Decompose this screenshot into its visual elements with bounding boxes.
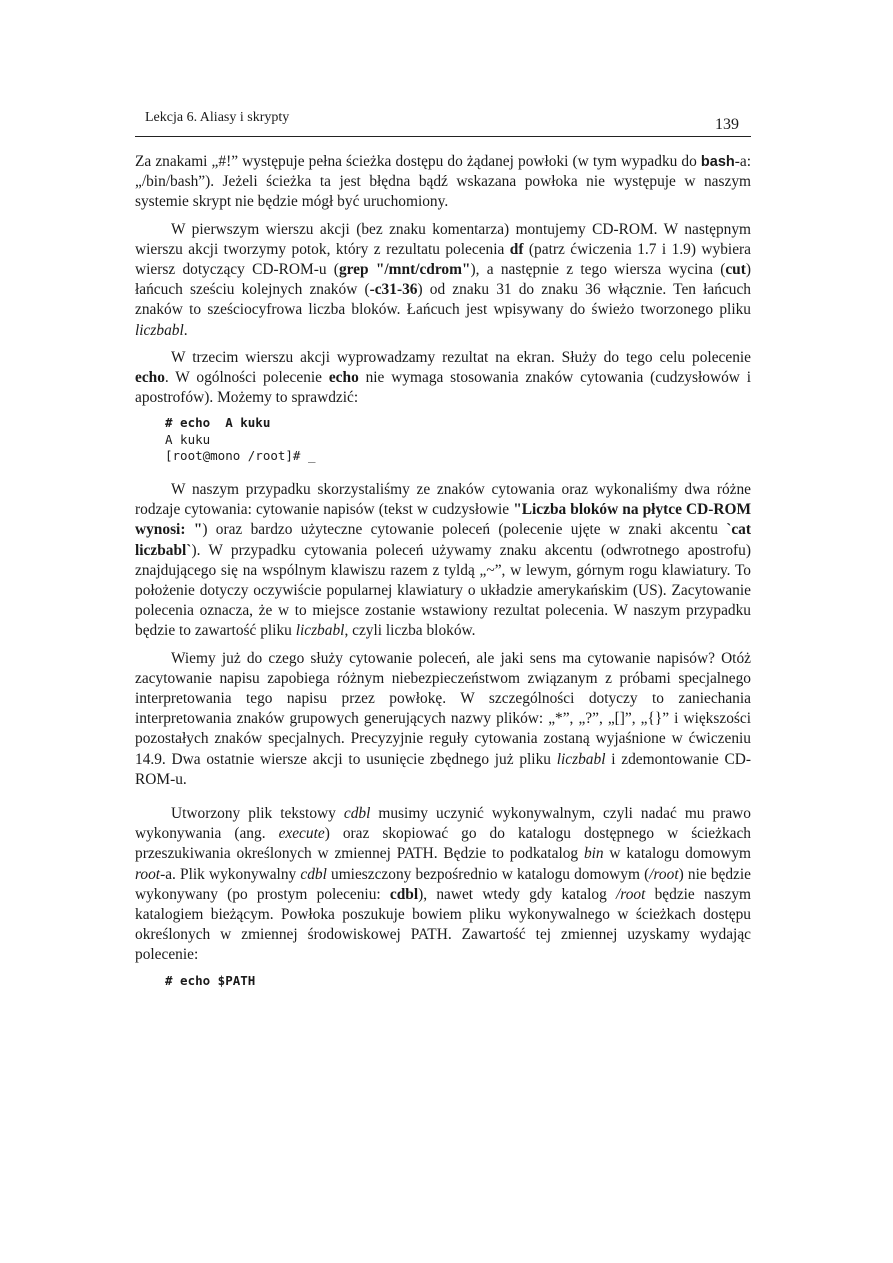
text: ) oraz skopiować go do katalogu dostępnego w ścieżkach przeszukiwania określonych w zmiennej PATH. Będzie to podkatalog xyxy=(135,825,752,863)
bold-term: cut xyxy=(725,261,746,279)
text: -a: „/bin/bash”). Jeżeli ścieżka ta jest błędna bądź wskazana powłoka nie występuje w naszym systemie skrypt nie będzie mógł być uruchomiony. xyxy=(135,153,751,211)
italic-term: liczbabl xyxy=(295,622,345,640)
text: i zdemontowanie CD-ROM-u. xyxy=(135,750,751,788)
text: ), a następnie z tego wiersza wycina ( xyxy=(470,261,726,279)
paragraph-4 xyxy=(135,480,751,642)
chapter-title: Lekcja 6. Aliasy i skrypty xyxy=(145,110,290,125)
paragraph-6 xyxy=(135,804,751,966)
text: ) od znaku 31 do znaku 36 włącznie. Ten łańcuch znaków to sześciocyfrowa liczba bloków. Łańcuch jest wpisywany do świeżo tworzonego pliku xyxy=(135,281,751,319)
bold-term: `cat liczbabl` xyxy=(135,521,751,559)
text: Utworzony plik tekstowy xyxy=(171,804,344,822)
text: ) oraz bardzo użyteczne cytowanie poleceń (polecenie ujęte w znaki akcentu xyxy=(202,521,727,539)
bold-term: cdbl xyxy=(389,885,419,903)
text: W naszym przypadku skorzystaliśmy ze znaków cytowania oraz wykonaliśmy dwa różne rodzaje cytowania: cytowanie napisów (tekst w cudzysłowie xyxy=(135,480,751,519)
text: -a. Plik wykonywalny xyxy=(160,865,301,883)
italic-term: liczbabl xyxy=(135,321,184,339)
italic-term: cdbl xyxy=(300,865,327,883)
code-line: # echo A kuku xyxy=(165,415,271,431)
bold-term: df xyxy=(509,240,524,258)
running-header xyxy=(135,108,751,137)
italic-term: /root xyxy=(649,865,679,883)
bold-term: grep "/mnt/cdrom" xyxy=(338,261,471,279)
text: W trzecim wierszu akcji wyprowadzamy rezultat na ekran. Służy do tego celu polecenie xyxy=(171,348,751,366)
bold-term: "Liczba bloków na płytce CD-ROM wynosi: " xyxy=(135,501,751,539)
italic-term: liczbabl xyxy=(556,750,606,768)
code-block-1 xyxy=(165,415,751,465)
text: w katalogu domowym xyxy=(603,845,751,863)
italic-term: /root xyxy=(616,885,646,903)
book-page xyxy=(135,108,751,1004)
text: będzie naszym katalogiem bieżącym. Powłoka poszukuje bowiem pliku wykonywalnego w ścieżkach dostępu określonych w zmiennej środowiskowej PATH. Zawartość tej zmiennej uzyskamy wydając polecenie: xyxy=(135,885,751,964)
text: Wiemy już do czego służy cytowanie poleceń, ale jaki sens ma cytowanie napisów? Otóż zacytowanie napisu zapobiega różnym niebezpieczeństwom związanym z próbami specjalnego interpretowania tego napisu przez powłokę. W szczególności dotyczy to zaniechania interpretowania znaków grupowych generujących nazwy plików: „*”, „?”, „[]”, „{}” i większości pozostałych znaków specjalnych. Precyzyjnie reguły cytowania zostaną wyjaśnione w ćwiczeniu 14.9. Dwa ostatnie wiersze akcji to usunięcie zbędnego już pliku xyxy=(135,649,751,768)
text: ) nie będzie wykonywany (po prostym poleceniu: xyxy=(135,865,751,903)
text: ). W przypadku cytowania poleceń używamy znaku akcentu (odwrotnego apostrofu) znajdującego się na wspólnym klawiszu razem z tyldą „~”, w lewym, górnym rogu klawiatury. To położenie dotyczy oczywiście popularnej klawiatury o układzie amerykańskim (US). Zacytowanie polecenia oznacza, że w to miejsce zostanie wstawiony rezultat polecenia. W naszym przypadku będzie to zawartość pliku xyxy=(135,541,751,640)
bold-term: echo xyxy=(135,369,165,387)
text: musimy uczynić wykonywalnym, czyli nadać mu prawo wykonywania (ang. xyxy=(135,804,751,843)
text: (patrz ćwiczenia 1.7 i 1.9) wybiera wiersz dotyczący CD-ROM-u ( xyxy=(135,240,751,279)
text: nie wymaga stosowania znaków cytowania (cudzysłowów i apostrofów). Możemy to sprawdzić: xyxy=(135,369,751,407)
code-block-2 xyxy=(165,973,751,990)
italic-term: execute xyxy=(278,825,325,843)
text: Za znakami „#!” występuje pełna ścieżka dostępu do żądanej powłoki (w tym wypadku do xyxy=(135,153,701,170)
paragraph-1 xyxy=(135,152,751,213)
text: . W ogólności polecenie xyxy=(164,369,329,387)
page-number: 139 xyxy=(715,116,739,133)
code-line: A kuku xyxy=(165,431,211,447)
text: , czyli liczba bloków. xyxy=(344,622,476,640)
italic-term: root xyxy=(135,865,161,883)
bold-term: bash xyxy=(700,154,735,170)
paragraph-3 xyxy=(135,348,751,409)
text: umieszczony bezpośrednio w katalogu domowym ( xyxy=(326,865,650,883)
body-text xyxy=(135,152,751,989)
text: . xyxy=(183,321,188,339)
code-line: [root@mono /root]# _ xyxy=(165,448,316,464)
text: ) łańcuch sześciu kolejnych znaków ( xyxy=(135,261,752,299)
italic-term: bin xyxy=(583,845,604,863)
bold-term: -c31-36 xyxy=(369,281,418,299)
bold-term: echo xyxy=(328,369,359,387)
code-line: # echo $PATH xyxy=(165,972,256,988)
italic-term: cdbl xyxy=(343,804,371,822)
paragraph-2 xyxy=(135,220,751,341)
paragraph-5 xyxy=(135,649,751,790)
text: W pierwszym wierszu akcji (bez znaku komentarza) montujemy CD-ROM. W następnym wierszu akcji tworzymy potok, który z rezultatu polecenia xyxy=(135,220,751,258)
text: ), nawet wtedy gdy katalog xyxy=(418,885,616,903)
